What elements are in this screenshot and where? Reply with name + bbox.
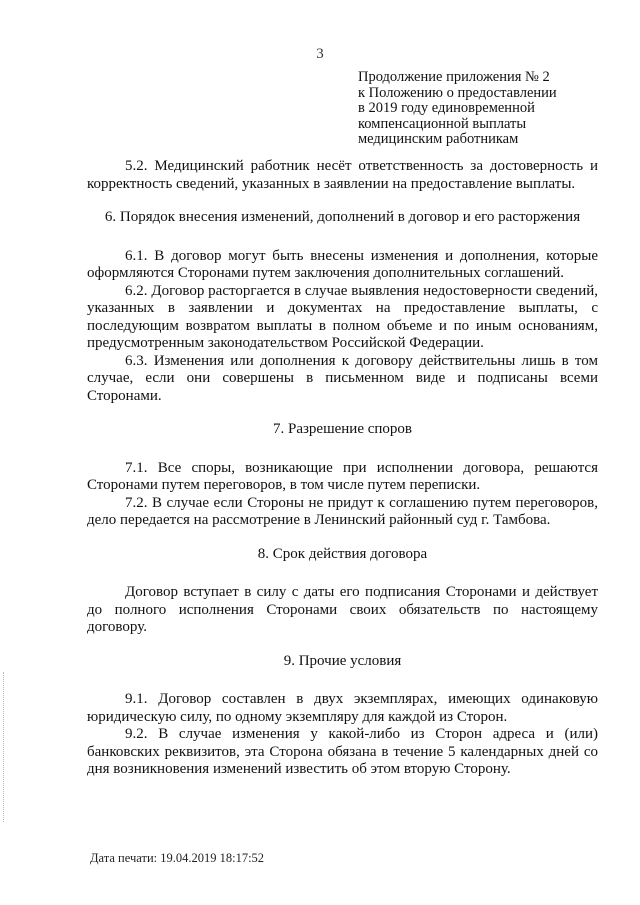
document-body	[87, 158, 598, 779]
appendix-line: в 2019 году единовременной	[358, 100, 535, 116]
paragraph-6-3: 6.3. Изменения или дополнения к договору действительны лишь в том случае, если они совершены в письменном виде и подписаны всеми Сторонами.	[87, 352, 598, 404]
section-9-heading: 9. Прочие условия	[283, 652, 402, 669]
scan-margin-marks	[3, 672, 5, 822]
section-7-heading: 7. Разрешение споров	[272, 421, 413, 437]
page-number: 3	[316, 46, 324, 62]
paragraph-9-2: 9.2. В случае изменения у какой-либо из Сторон адреса и (или) банковских реквизитов, эта Сторона обязана в течение 5 календарных дней со дня возникновения изменений известить об этом вторую Сторону.	[87, 726, 598, 777]
appendix-header	[358, 70, 628, 148]
appendix-line: к Положению о предоставлении	[358, 84, 557, 101]
appendix-line: Продолжение приложения № 2	[358, 69, 550, 85]
paragraph-8: Договор вступает в силу с даты его подписания Сторонами и действует до полного исполнения Сторонами своих обязательств по настоящему договору.	[87, 584, 598, 635]
paragraph-5-2: 5.2. Медицинский работник несёт ответственность за достоверность и корректность сведений, указанных в заявлении на предоставление выплаты.	[87, 158, 598, 192]
paragraph-6-1: 6.1. В договор могут быть внесены изменения и дополнения, которые оформляются Сторонами путем заключения дополнительных соглашений.	[87, 247, 598, 281]
paragraph-9-1: 9.1. Договор составлен в двух экземплярах, имеющих одинаковую юридическую силу, по одному экземпляру для каждой из Сторон.	[87, 691, 598, 725]
paragraph-6-2: 6.2. Договор расторгается в случае выявления недостоверности сведений, указанных в заявлении и документах на предоставление выплаты, с последующим возвратом выплаты в полном объеме и по иным основаниям, предусмотренным законодательством Российской Федерации.	[87, 282, 598, 351]
section-6-heading: 6. Порядок внесения изменений, дополнений в договор и его расторжения	[104, 209, 581, 225]
section-8-heading: 8. Срок действия договора	[257, 545, 428, 562]
paragraph-7-1: 7.1. Все споры, возникающие при исполнении договора, решаются Сторонами путем переговоров, в том числе путем переписки.	[87, 459, 598, 493]
appendix-line: медицинским работникам	[358, 131, 519, 147]
print-date: Дата печати: 19.04.2019 18:17:52	[90, 851, 265, 865]
paragraph-7-2: 7.2. В случае если Стороны не придут к соглашению путем переговоров, дело передается на рассмотрение в Ленинский районный суд г. Тамбова.	[87, 494, 598, 528]
appendix-line: компенсационной выплаты	[358, 115, 527, 132]
